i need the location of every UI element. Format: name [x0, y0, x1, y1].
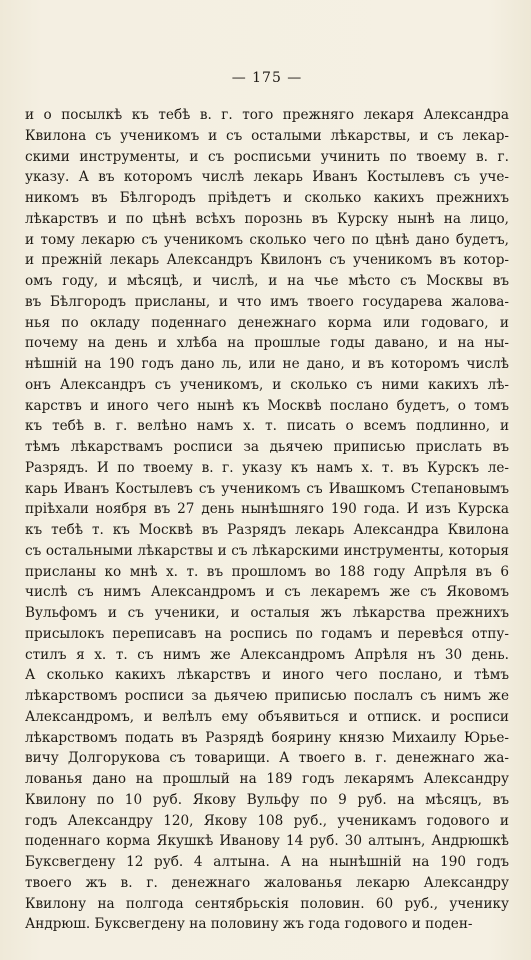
- text-line: Квилона съ ученикомъ и съ осталыми лѣкарствы, и съ лекар-: [25, 127, 509, 144]
- text-line: годъ Александру 120, Якову 108 руб., ученикамъ годового и: [25, 812, 509, 829]
- text-line: и тому лекарю съ ученикомъ сколько чего по цѣнѣ дано будетъ,: [25, 231, 509, 248]
- text-line: указу. А въ которомъ числѣ лекарь Иванъ Костылевъ съ уче-: [25, 169, 509, 186]
- text-line: и прежній лекарь Александръ Квилонъ съ ученикомъ въ котор-: [25, 252, 509, 269]
- text-line: карь Иванъ Костылевъ съ ученикомъ съ Ивашкомъ Степановымъ: [25, 480, 509, 497]
- text-line: стилъ я х. т. съ нимъ же Александромъ Апрѣля нъ 30 день.: [25, 646, 509, 663]
- text-line: Буксвегдену 12 руб. 4 алтына. А на нынѣшній на 190 годъ: [25, 854, 509, 870]
- text-line: твоего жъ в. г. денежнаго жалованья лекарю Александру: [25, 874, 509, 891]
- text-line: пріѣхали ноября въ 27 день нынѣшняго 190 года. И изъ Курска: [25, 501, 509, 518]
- text-line: нья по окладу поденнаго денежнаго корма или годоваго, и: [25, 314, 509, 331]
- text-line: къ тебѣ т. къ Москвѣ въ Разрядъ лекарь Александра Квилона: [25, 522, 509, 538]
- text-line: лованья дано на прошлый на 189 годъ лекарямъ Александру: [25, 771, 509, 787]
- text-line: поденнаго корма Якушкѣ Иванову 14 руб. 30 алтынъ, Андрюшкѣ: [25, 833, 509, 850]
- text-line: присылокъ переписавъ на роспись по годамъ и перевѣся отпу-: [25, 625, 509, 642]
- text-line: вичу Долгорукова съ товарищи. А твоего в. г. денежнаго жа-: [25, 750, 509, 767]
- text-line: лѣкарствъ и по цѣнѣ всѣхъ порознь въ Курску нынѣ на лицо,: [25, 210, 509, 227]
- text-line: карствъ и иного чего нынѣ къ Москвѣ послано будетъ, о томъ: [25, 397, 509, 414]
- text-line: почему на день и хлѣба на прошлые годы давано, и на ны-: [25, 335, 509, 352]
- text-line: Андрюш. Буксвегдену на половину жъ года годового и поден-: [25, 916, 473, 933]
- text-line: омъ году, и мѣсяцѣ, и числѣ, и на чье мѣсто съ Москвы въ: [25, 273, 509, 289]
- text-line: съ остальными лѣкарствы и съ лѣкарскими инструменты, которыя: [25, 542, 509, 559]
- text-line: А сколько какихъ лѣкарствъ и иного чего послано, и тѣмъ: [25, 667, 509, 684]
- text-line: нѣшній на 190 годъ дано ль, или не дано, и въ которомъ числѣ: [25, 356, 509, 372]
- text-line: Разрядъ. И по твоему в. г. указу къ намъ х. т. въ Курскъ ле-: [25, 459, 509, 476]
- text-line: Квилону на полгода сентябрьскія половин. 60 руб., ученику: [25, 895, 509, 912]
- text-line: и о посылкѣ къ тебѣ в. г. того прежняго лекаря Александра: [25, 107, 509, 123]
- text-line: лѣкарствомъ росписи за дьячею приписью послалъ съ нимъ же: [25, 688, 509, 704]
- text-line: въ Бѣлгородъ присланы, и что имъ твоего государева жалова-: [25, 293, 509, 310]
- text-line: лѣкарствомъ подать въ Разрядѣ бояpину князю Михаилу Юрье-: [25, 729, 509, 746]
- text-line: онъ Александръ съ ученикомъ, и сколько съ ними какихъ лѣ-: [25, 376, 509, 393]
- text-line: Квилону по 10 руб. Якову Вульфу по 9 руб. на мѣсяцъ, въ: [25, 791, 509, 808]
- text-line: присланы ко мнѣ х. т. въ прошломъ во 188 году Апрѣля въ 6: [25, 563, 509, 580]
- text-line: Александромъ, и велѣлъ ему объявиться и отписк. и росписи: [25, 708, 509, 725]
- text-line: числѣ съ нимъ Александромъ и съ лекаремъ же съ Яковомъ: [25, 584, 509, 601]
- page-number: — 175 —: [231, 70, 303, 86]
- text-line: никомъ въ Бѣлгородъ пріѣдетъ и сколько какихъ прежнихъ: [25, 190, 509, 206]
- text-line: Вульфомъ и съ ученики, и осталыя жъ лѣкарства прежнихъ: [25, 605, 509, 621]
- text-line: тѣмъ лѣкарствамъ росписи за дьячею приписью прислать въ: [25, 439, 509, 455]
- text-line: къ тебѣ в. г. велѣно намъ х. т. писать о всемъ подлинно, и: [25, 418, 509, 435]
- text-line: скими инструменты, и съ росписьми учинить по твоему в. г.: [25, 148, 509, 165]
- body-text: [25, 105, 509, 935]
